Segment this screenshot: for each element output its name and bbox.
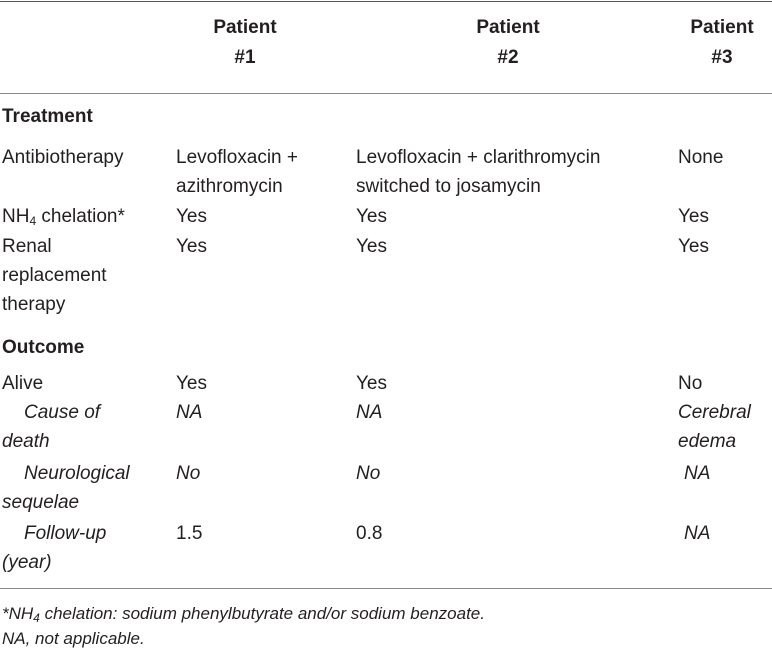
footnote-chelation: $*NH_4$ chelation: sodium phenylbutyrate and/or sodium benzoate.	[2, 604, 485, 625]
section-treatment: Treatment	[2, 106, 93, 127]
row-label-renal: Renal replacement therapy	[2, 236, 107, 315]
table-top-rule	[0, 1, 772, 2]
renal-p3: Yes	[678, 236, 709, 257]
renal-p2: Yes	[356, 236, 387, 257]
header-rule	[0, 93, 772, 94]
renal-p1: Yes	[176, 236, 207, 257]
row-label-neurological-sequelae: Neurological sequelae	[2, 463, 130, 513]
alive-p1: Yes	[176, 373, 207, 394]
cause-p2: NA	[356, 402, 383, 423]
cause-p1: NA	[176, 402, 203, 423]
section-outcome: Outcome	[2, 337, 85, 358]
sequelae-p3: NA	[684, 463, 711, 484]
header-patient-3: Patient #3	[690, 17, 754, 68]
followup-p3: NA	[684, 523, 711, 544]
cause-p3: Cerebral edema	[678, 402, 751, 452]
header-patient-1: Patient #1	[213, 17, 277, 68]
table-bottom-rule	[0, 588, 772, 589]
sequelae-p2: No	[356, 463, 381, 484]
chelation-p2: Yes	[356, 206, 387, 227]
row-label-chelation: $NH_4$ chelation*	[2, 206, 125, 228]
chelation-p1: Yes	[176, 206, 207, 227]
chelation-p3: Yes	[678, 206, 709, 227]
header-patient-2: Patient #2	[476, 17, 540, 68]
antibiotherapy-p2: Levofloxacin + clarithromycin switched to josamycin	[356, 147, 601, 197]
footnote-na: NA, not applicable.	[2, 629, 145, 648]
row-label-follow-up: Follow-up (year)	[2, 523, 107, 573]
antibiotherapy-p1: Levofloxacin + azithromycin	[176, 147, 298, 197]
alive-p2: Yes	[356, 373, 387, 394]
alive-p3: No	[678, 373, 703, 394]
antibiotherapy-p3: None	[678, 147, 724, 168]
row-label-antibiotherapy: Antibiotherapy	[2, 147, 124, 168]
sequelae-p1: No	[176, 463, 201, 484]
followup-p2: 0.8	[356, 523, 383, 544]
row-label-alive: Alive	[2, 373, 44, 394]
followup-p1: 1.5	[176, 523, 203, 544]
row-label-cause-of-death: Cause of death	[2, 402, 101, 452]
